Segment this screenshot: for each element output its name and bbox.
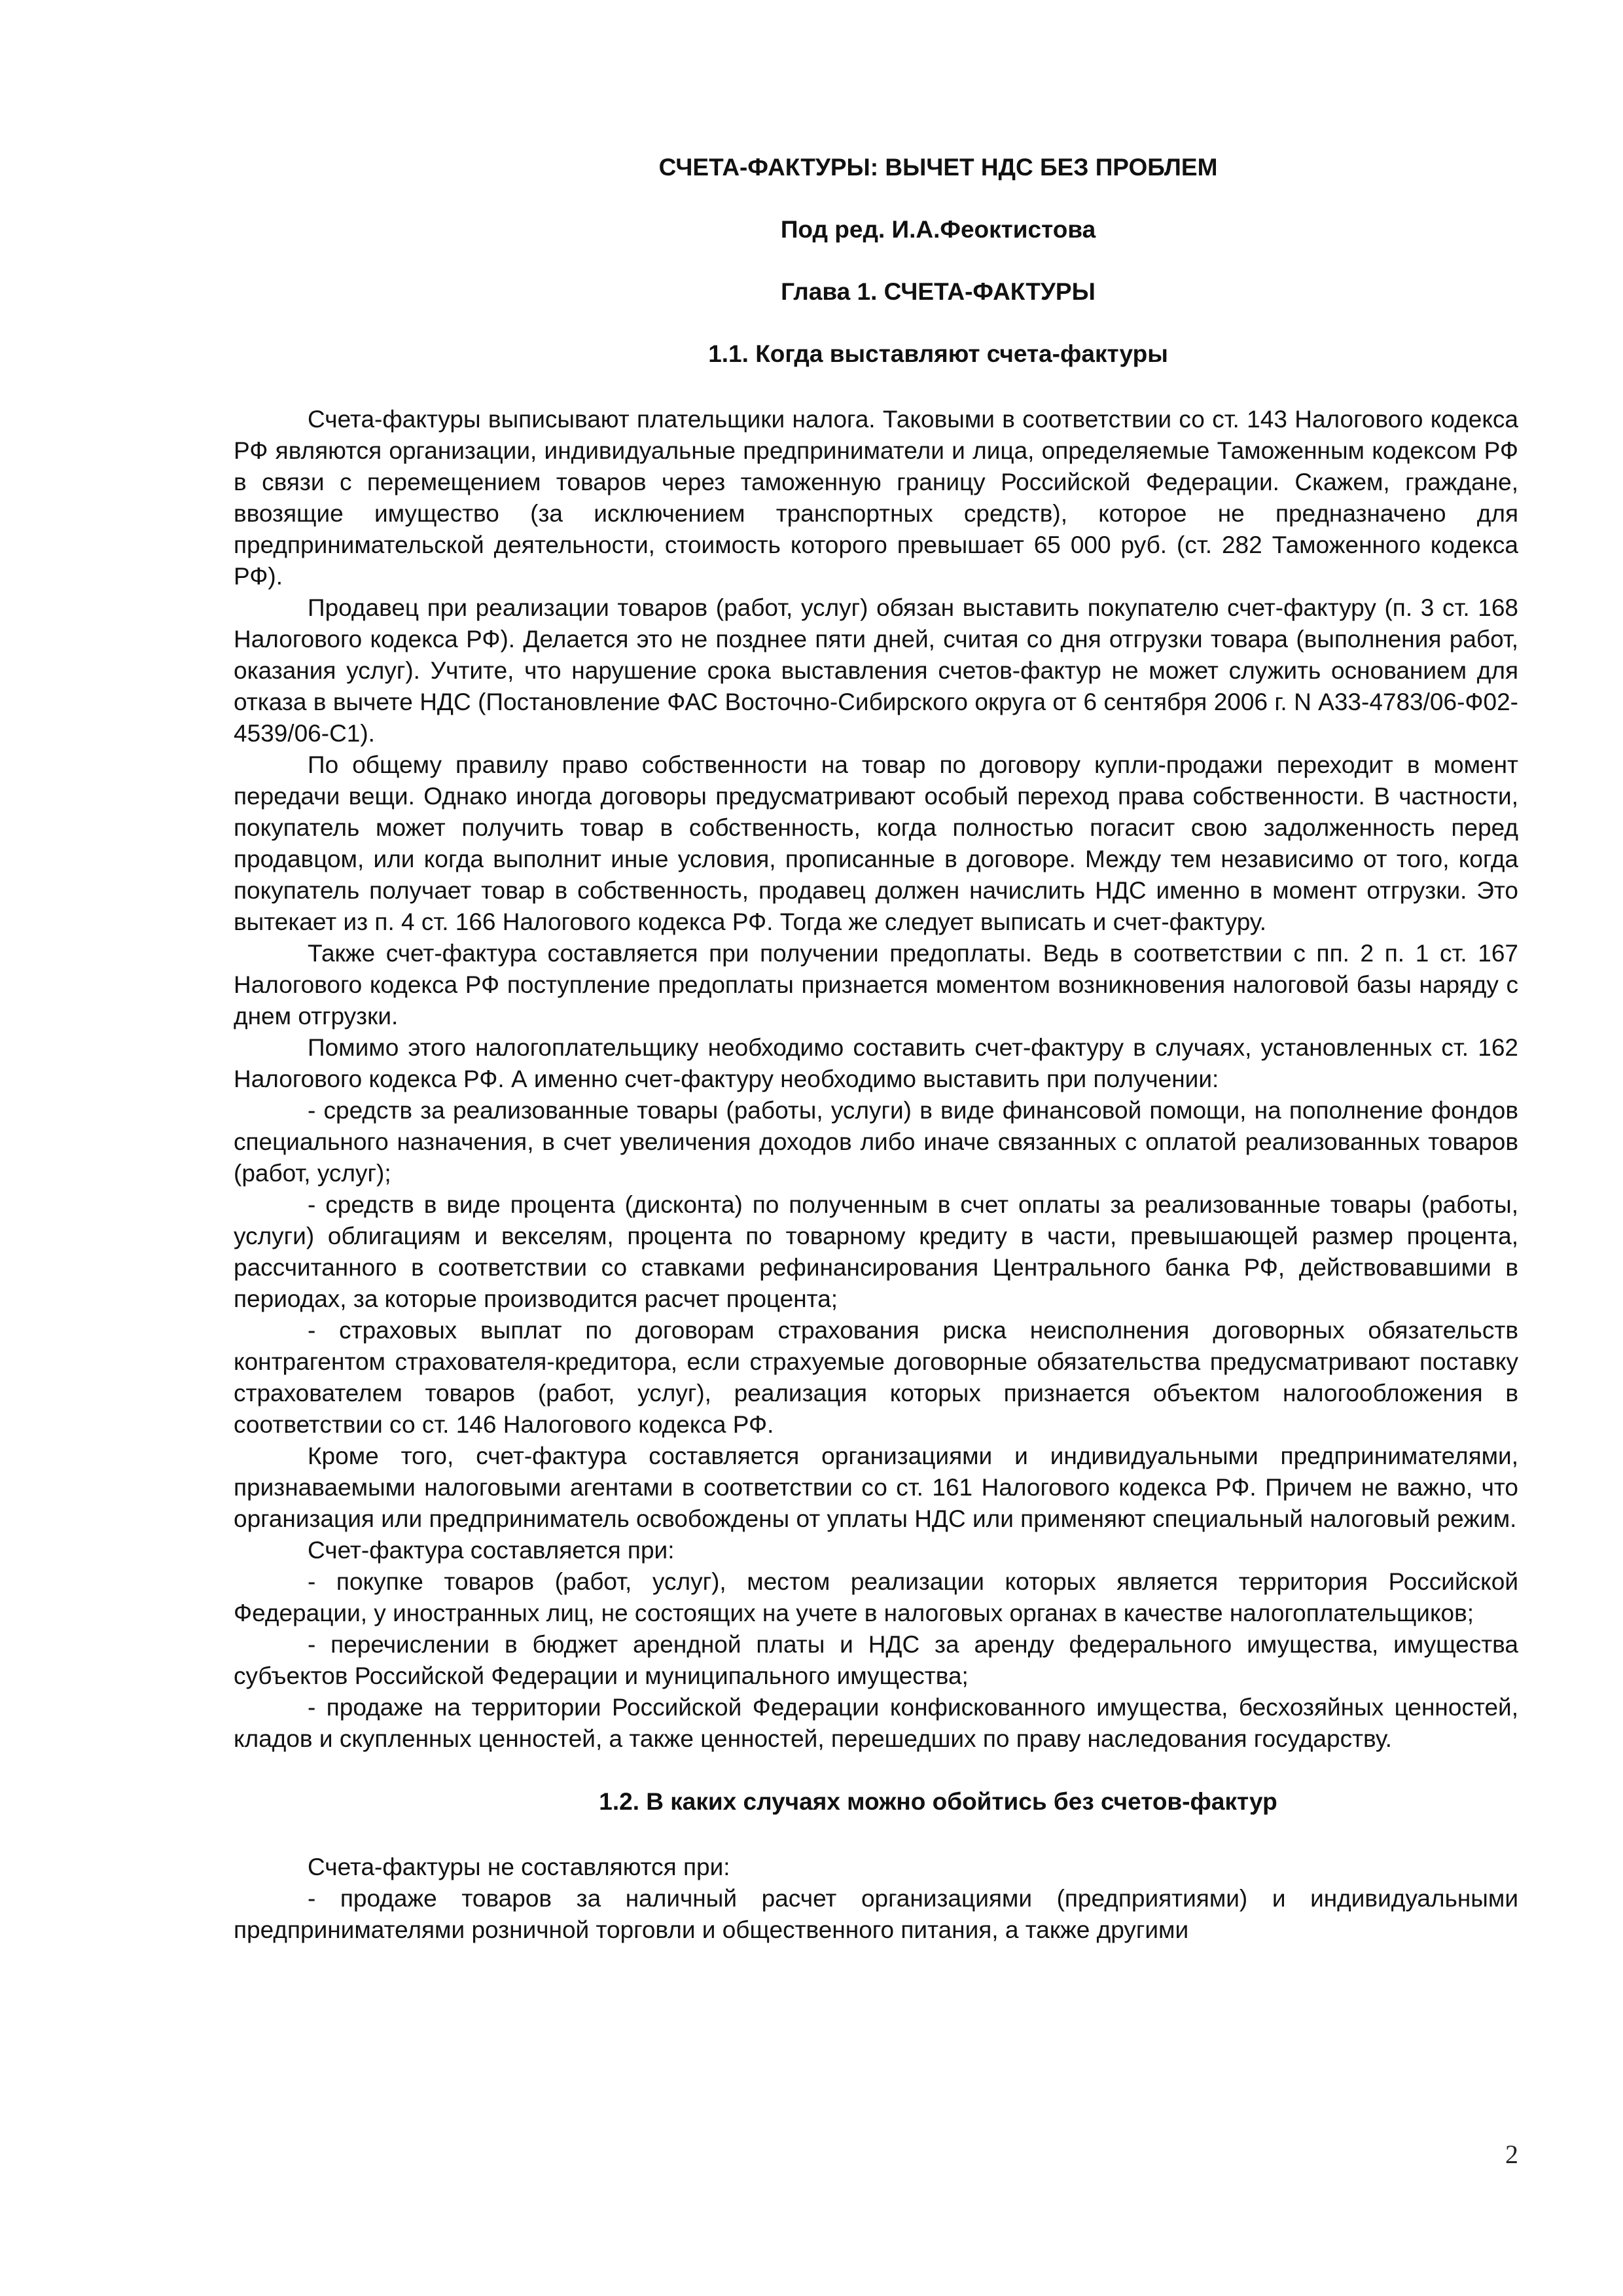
paragraph: Продавец при реализации товаров (работ, услуг) обязан выставить покупателю счет-фактуру (п. 3 ст. 168 Налогового кодекса РФ). Делается это не позднее пяти дней, считая со дня отгрузки товара (выполнения работ, оказания услуг). Учтите, что нарушение срока выставления счетов-фактур не может служить основанием для отказа в вычете НДС (Постановление ФАС Восточно-Сибирского округа от 6 сентября 2006 г. N А33-4783/06-Ф02-4539/06-С1). <box>234 594 1518 747</box>
list-item: - продаже товаров за наличный расчет организациями (предприятиями) и индивидуальными предпринимателями розничной торговли и общественного питания, а также другими <box>234 1885 1518 1943</box>
paragraph: Счета-фактуры не составляются при: <box>308 1854 730 1880</box>
paragraph: Счет-фактура составляется при: <box>308 1537 675 1564</box>
paragraph: Кроме того, счет-фактура составляется организациями и индивидуальными предпринимателями, признаваемыми налоговыми агентами в соответствии со ст. 161 Налогового кодекса РФ. Причем не важно, что организация или предприниматель освобождены от уплаты НДС или применяют специальный налоговый режим. <box>234 1443 1518 1532</box>
chapter-title: Глава 1. СЧЕТА-ФАКТУРЫ <box>781 278 1096 305</box>
page-content <box>234 152 1518 1946</box>
list-item: - страховых выплат по договорам страхования риска неисполнения договорных обязательств контрагентом страхователя-кредитора, если страхуемые договорные обязательства предусматривают поставку страхователем товаров (работ, услуг), реализация которых признается объектом налогообложения в соответствии со ст. 146 Налогового кодекса РФ. <box>234 1317 1518 1438</box>
section-heading-1-1: 1.1. Когда выставляют счета-фактуры <box>708 340 1168 367</box>
paragraph: По общему правилу право собственности на товар по договору купли-продажи переходит в момент передачи вещи. Однако иногда договоры предусматривают особый переход права собственности. В частности, покупатель может получить товар в собственность, когда полностью погасит свою задолженность перед продавцом, или когда выполнит иные условия, прописанные в договоре. Между тем независимо от того, когда покупатель получает товар в собственность, продавец должен начислить НДС именно в момент отгрузки. Это вытекает из п. 4 ст. 166 Налогового кодекса РФ. Тогда же следует выписать и счет-фактуру. <box>234 751 1518 935</box>
paragraph: Также счет-фактура составляется при получении предоплаты. Ведь в соответствии с пп. 2 п. 1 ст. 167 Налогового кодекса РФ поступление предоплаты признается моментом возникновения налоговой базы наряду с днем отгрузки. <box>234 940 1518 1030</box>
list-item: - средств в виде процента (дисконта) по полученным в счет оплаты за реализованные товары (работы, услуги) облигациям и векселям, процента по товарному кредиту в части, превышающей размер процента, рассчитанного в соответствии со ставками рефинансирования Центрального банка РФ, действовавшими в периодах, за которые производится расчет процента; <box>234 1191 1518 1312</box>
document-title: СЧЕТА-ФАКТУРЫ: ВЫЧЕТ НДС БЕЗ ПРОБЛЕМ <box>658 154 1218 181</box>
page-number: 2 <box>1505 2140 1518 2169</box>
paragraph: Помимо этого налогоплательщику необходимо составить счет-фактуру в случаях, установленных ст. 162 Налогового кодекса РФ. А именно счет-фактуру необходимо выставить при получении: <box>234 1034 1518 1092</box>
list-item: - средств за реализованные товары (работы, услуги) в виде финансовой помощи, на пополнение фондов специального назначения, в счет увеличения доходов либо иначе связанных с оплатой реализованных товаров (работ, услуг); <box>234 1097 1518 1187</box>
paragraph: Счета-фактуры выписывают плательщики налога. Таковыми в соответствии со ст. 143 Налогового кодекса РФ являются организации, индивидуальные предприниматели и лица, определяемые Таможенным кодексом РФ в связи с перемещением товаров через таможенную границу Российской Федерации. Скажем, граждане, ввозящие имущество (за исключением транспортных средств), которое не предназначено для предпринимательской деятельности, стоимость которого превышает 65 000 руб. (ст. 282 Таможенного кодекса РФ). <box>234 406 1518 590</box>
section-heading-1-2: 1.2. В каких случаях можно обойтись без счетов-фактур <box>599 1788 1277 1815</box>
list-item: - продаже на территории Российской Федерации конфискованного имущества, бесхозяйных ценностей, кладов и скупленных ценностей, а также ценностей, перешедших по праву наследования государству. <box>234 1694 1518 1752</box>
list-item: - перечислении в бюджет арендной платы и НДС за аренду федерального имущества, имущества субъектов Российской Федерации и муниципального имущества; <box>234 1631 1518 1689</box>
editor-line: Под ред. И.А.Феоктистова <box>780 216 1096 243</box>
list-item: - покупке товаров (работ, услуг), местом реализации которых является территория Российской Федерации, у иностранных лиц, не состоящих на учете в налоговых органах в качестве налогоплательщиков; <box>234 1568 1518 1626</box>
